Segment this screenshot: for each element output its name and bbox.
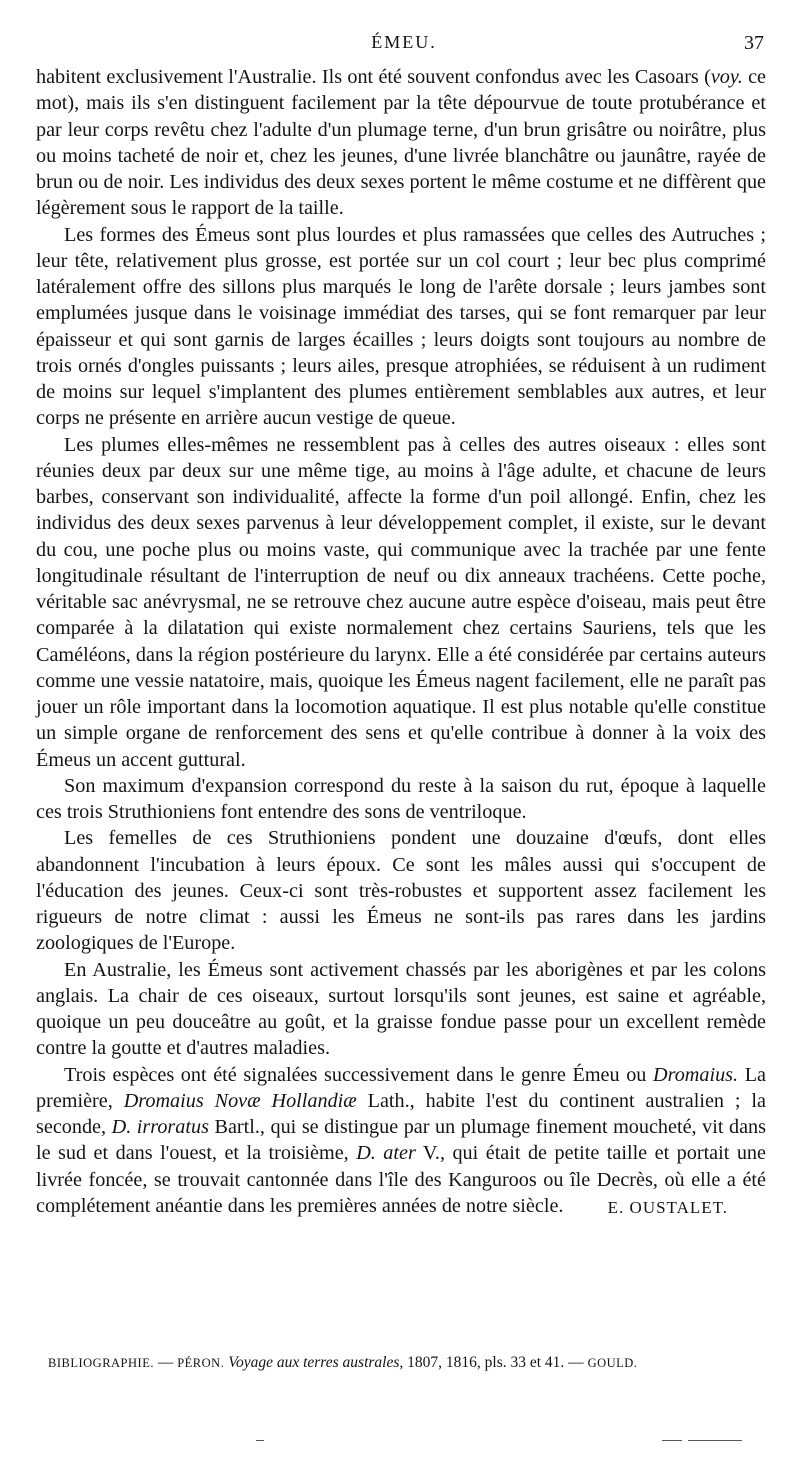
italic-run: Voyage aux terres australes, xyxy=(228,1354,404,1371)
text-run: Son maximum d'expansion correspond du reste à la saison du rut, époque à laquelle ces trois Struthioniens font entendre des sons de ventriloque. xyxy=(36,774,766,823)
text-run: ce mot), mais ils s'en distinguent facilement par la tête dépourvue de toute protubérance et par leur corps revêtu chez l'adulte d'un plumage terne, d'un brun grisâtre ou noirâtre, plus ou moins tacheté de noir et, chez les jeunes, d'une livrée blanchâtre ou jaunâtre, rayée de brun ou de noir. Les individus des deux sexes portent le même costume et ne diffèrent que légèrement sous le rapport de la taille. xyxy=(36,66,766,220)
paragraph xyxy=(36,432,766,773)
text-run: Bartl., qui se distingue par un plumage finement moucheté, vit dans le sud et dans l'ouest, et la troisième, xyxy=(36,1116,766,1165)
bottom-print-marks xyxy=(0,1440,800,1450)
print-mark xyxy=(662,1440,682,1441)
text-run: Les plumes elles-mêmes ne ressemblent pas à celles des autres oiseaux : elles sont réunies deux par deux sur une même tige, au moins à l'âge adulte, et chacune de leurs barbes, conservant son individualité, affecte la forme d'un poil allongé. Enfin, chez les individus des deux sexes parvenus à leur développement complet, il existe, sur le devant du cou, une poche plus ou moins vaste, qui communique avec la trachée par une fente longitudinale résultant de l'interruption de neuf ou dix anneaux trachéens. Cette poche, véritable sac anévrysmal, ne se retrouve chez aucune autre espèce d'oiseau, mais peut être comparée à la dilatation qui existe normalement chez certains Sauriens, tels que les Caméléons, dans la région postérieure du larynx. Elle a été considérée par certains auteurs comme une vessie natatoire, mais, quoique les Émeus nagent facilement, elle ne paraît pas jouer un rôle important dans la locomotion aquatique. Il est plus notable qu'elle constitue un simple organe de renforcement des sens et qu'elle contribue à donner à la voix des Émeus un accent guttural. xyxy=(36,433,766,771)
page-header xyxy=(40,30,768,58)
text-run: Les femelles de ces Struthioniens pondent une douzaine d'œufs, dont elles abandonnent l'incubation à leurs époux. Ce sont les mâles aussi qui s'occupent de l'éducation des jeunes. Ceux-ci sont très-robustes et supportent assez facilement les rigueurs de notre climat : aussi les Émeus ne sont-ils pas rares dans les jardins zoologiques de l'Europe. xyxy=(36,827,766,955)
paragraph xyxy=(36,222,766,432)
text-run: V., qui était de petite taille et portait une livrée foncée, se trouvait cantonnée dans l'île des Kangurоos ou île Decrès, où elle a été complétement anéantie dans les premières années de notre siècle. xyxy=(36,1142,766,1217)
page-number: 37 xyxy=(744,32,764,54)
text-run: — xyxy=(153,1354,178,1371)
paragraph xyxy=(36,773,766,826)
print-mark xyxy=(256,1440,264,1441)
text-run: Lath., habite l'est du continent australien ; la seconde, xyxy=(36,1089,766,1138)
author-signature: E. OUSTALET. xyxy=(607,1198,728,1217)
text-run: Les formes des Émeus sont plus lourdes et plus ramassées que celles des Autruches ; leur tête, relativement plus grosse, est portée sur un col court ; leur bec plus comprimé latéralement offre des sillons plus marqués le long de l'arête dorsale ; leurs jambes sont emplumées jusque dans le voisinage immédiat des tarses, qui se font remarquer par leur épaisseur et qui sont garnis de larges écailles ; leurs doigts sont toujours au nombre de trois ornés d'ongles puissants ; leurs ailes, presque atrophiées, se réduisent à un rudiment de moins sur lequel s'implantent des plumes entièrement semblables aux autres, et leur corps ne présente en arrière aucun vestige de queue. xyxy=(36,223,766,430)
paragraph xyxy=(36,957,766,1062)
italic-run: Dromaius Novæ Hollandiæ xyxy=(123,1089,357,1112)
bibliography-line xyxy=(48,1352,788,1374)
italic-run: voy. xyxy=(710,66,743,88)
running-head: ÉMEU. xyxy=(371,32,437,52)
text-run: La première, xyxy=(36,1063,766,1112)
text-run: habitent exclusivement l'Australie. Ils ont été souvent confondus avec les Casoars ( xyxy=(36,66,711,88)
paragraph xyxy=(36,825,766,956)
smallcaps-run: BIBLIOGRAPHIE. xyxy=(48,1356,154,1370)
print-mark xyxy=(688,1440,742,1441)
paragraph xyxy=(36,64,766,222)
smallcaps-run: PÉRON. xyxy=(177,1356,225,1370)
italic-run: D. ater xyxy=(356,1142,416,1165)
text-run: En Australie, les Émeus sont activement chassés par les aborigènes et par les colons anglais. La chair de ces oiseaux, surtout lorsqu'ils sont jeunes, est saine et agréable, quoique un peu douceâtre au goût, et la graisse fondue passe pour un excellent remède contre la goutte et d'autres maladies. xyxy=(36,958,766,1060)
italic-run: Dromaius. xyxy=(653,1063,739,1086)
text-run: Trois espèces ont été signalées successivement dans le genre Émeu ou xyxy=(64,1063,654,1086)
italic-run: D. irroratus xyxy=(111,1116,209,1138)
smallcaps-run: GOULD. xyxy=(587,1356,638,1370)
article-body xyxy=(36,64,766,1221)
text-run: 1807, 1816, pls. 33 et 41. — xyxy=(403,1354,588,1371)
